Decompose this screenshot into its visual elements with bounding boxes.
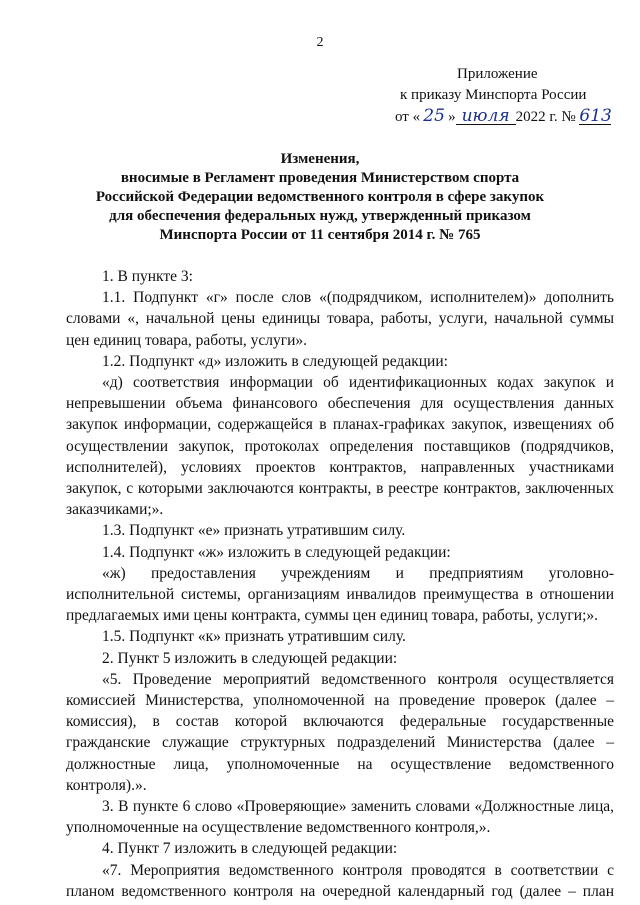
paragraph-2: 2. Пункт 5 изложить в следующей редакции: [102,649,398,667]
title-line-3: Российской Федерации ведомственного контроля в сфере закупок [95,189,545,205]
paragraph-1-4: 1.4. Подпункт «ж» изложить в следующей редакции: [102,543,451,561]
page-number: 2 [316,35,324,50]
paragraph-1-3: 1.3. Подпункт «е» признать утратившим силу. [102,522,406,540]
title-line-5: Минспорта России от 11 сентября 2014 г. № 765 [159,227,481,243]
date-year: 2022 г. № [515,109,576,125]
paragraph-1-2: 1.2. Подпункт «д» изложить в следующей редакции: [102,352,448,370]
date-prefix: от « [395,109,421,125]
appendix-date-line [395,106,625,128]
title-line-1: Изменения, [280,151,360,167]
title-line-2: вносимые в Регламент проведения Министерством спорта [120,170,520,186]
appendix-heading: Приложение [457,66,538,82]
paragraph-1-5: 1.5. Подпункт «к» признать утратившим силу. [102,628,406,646]
appendix-block [395,64,625,128]
paragraph-3: 3. В пункте 6 слово «Проверяющие» заменить словами «Должностные лица, уполномоченные на осуществление ведомственного контроля,». [66,798,614,837]
paragraph-1: 1. В пункте 3: [102,268,193,285]
title-line-4: для обеспечения федеральных нужд, утвержденный приказом [109,208,531,224]
paragraph-1-2-text: «д) соответствия информации об идентификационных кодах закупок и непревышении объема финансового обеспечения для осуществления данных закупок информации, содержащейся в планах-графиках закупок, извещениях об осуществлении закупок, протоколах определения поставщиков (подрядчиков, исполнителей), условиях проектов контрактов, направленных участниками закупок, с которыми заключаются контракты, в реестре контрактов, заключенных заказчиками;». [66,374,614,519]
paragraph-1-1: 1.1. Подпункт «г» после слов «(подрядчиком, исполнителем)» дополнить словами «, начальной цены единицы товара, работы, услуги, начальной суммы цен единиц товара, работы, услуги». [66,289,614,349]
paragraph-4-text: «7. Мероприятия ведомственного контроля проводятся в соответствии с планом ведомственного контроля на очередной календарный год (далее – план [66,861,614,900]
document-body [66,266,614,902]
paragraph-2-text: «5. Проведение мероприятий ведомственного контроля осуществляется комиссией Министерства, уполномоченной на проведение проверок (далее – комиссия), в состав которой включаются федеральные государственные гражданские служащие структурных подразделений Министерства (далее – должностные лица, уполномоченные на осуществление ведомственного контроля).». [66,670,614,794]
document-title [60,150,580,245]
appendix-order-ref: к приказу Минспорта России [400,87,587,103]
date-quote: » [448,109,456,125]
date-day-handwritten: 25 [423,106,445,126]
order-number-handwritten: 613 [579,106,612,126]
date-month-handwritten: июля [456,108,516,125]
paragraph-1-4-text: «ж) предоставления учреждениям и предприятиям уголовно-исполнительной системы, организациям инвалидов преимущества в отношении предлагаемых ими цены контракта, суммы цен единиц товара, работы, услуги;». [66,564,614,625]
paragraph-4: 4. Пункт 7 изложить в следующей редакции: [102,840,398,858]
